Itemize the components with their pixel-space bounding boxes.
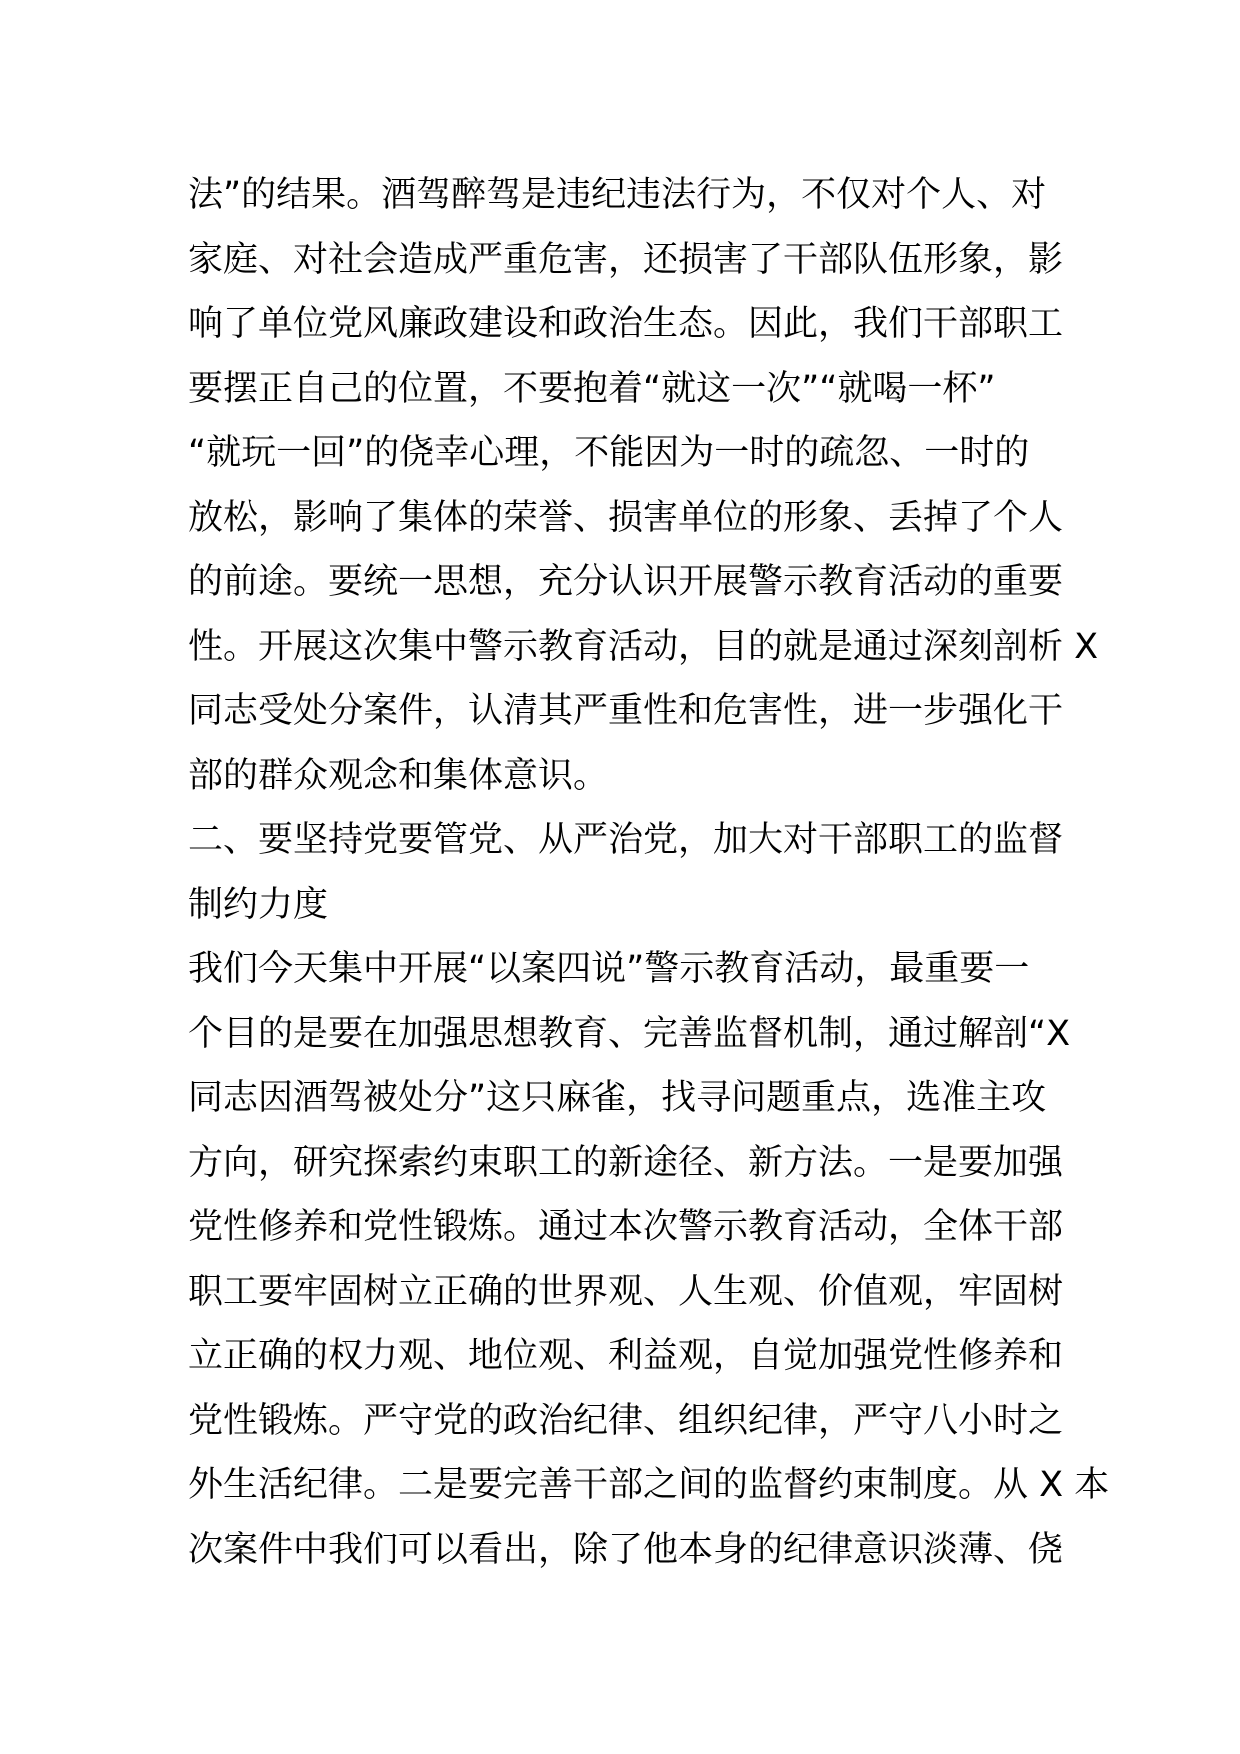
- text-line: 职工要牢固树立正确的世界观、人生观、价值观，牢固树: [188, 1271, 1064, 1312]
- text-line: 立正确的权力观、地位观、利益观，自觉加强党性修养和: [188, 1336, 1064, 1376]
- text-line: 家庭、对社会造成严重危害，还损害了干部队伍形象，影: [188, 239, 1064, 280]
- text-line: 响了单位党风廉政建设和政治生态。因此，我们干部职工: [188, 304, 1064, 344]
- section-heading-line: 二、要坚持党要管党、从严治党，加大对干部职工的监督: [188, 820, 1064, 860]
- text-line: 同志因酒驾被处分”这只麻雀，找寻问题重点，选准主攻: [188, 1078, 1047, 1118]
- body-text: [188, 163, 1110, 1582]
- text-line: 我们今天集中开展“以案四说”警示教育活动，最重要一: [188, 949, 1030, 989]
- text-line: “就玩一回”的侥幸心理，不能因为一时的疏忽、一时的: [188, 433, 1030, 473]
- text-line: 要摆正自己的位置，不要抱着“就这一次”“就喝一杯”: [188, 368, 996, 409]
- text-line: 次案件中我们可以看出，除了他本身的纪律意识淡薄、侥: [188, 1529, 1064, 1570]
- text-line: 个目的是要在加强思想教育、完善监督机制，通过解剖“X: [188, 1013, 1071, 1054]
- text-line: 党性修养和党性锻炼。通过本次警示教育活动，全体干部: [188, 1207, 1064, 1247]
- text-line: 方向，研究探索约束职工的新途径、新方法。一是要加强: [188, 1142, 1064, 1183]
- text-line: 部的群众观念和集体意识。: [188, 755, 609, 796]
- text-line: 法”的结果。酒驾醉驾是违纪违法行为，不仅对个人、对: [188, 175, 1047, 215]
- text-line: 的前途。要统一思想，充分认识开展警示教育活动的重要: [188, 562, 1064, 602]
- text-line: 外生活纪律。二是要完善干部之间的监督约束制度。从 X 本: [188, 1465, 1110, 1505]
- text-line: 党性锻炼。严守党的政治纪律、组织纪律，严守八小时之: [188, 1400, 1064, 1441]
- section-heading-line: 制约力度: [188, 884, 329, 925]
- text-line: 放松，影响了集体的荣誉、损害单位的形象、丢掉了个人: [188, 497, 1064, 538]
- text-line: 同志受处分案件，认清其严重性和危害性，进一步强化干: [188, 691, 1064, 731]
- text-line: 性。开展这次集中警示教育活动，目的就是通过深刻剖析 X: [188, 626, 1099, 667]
